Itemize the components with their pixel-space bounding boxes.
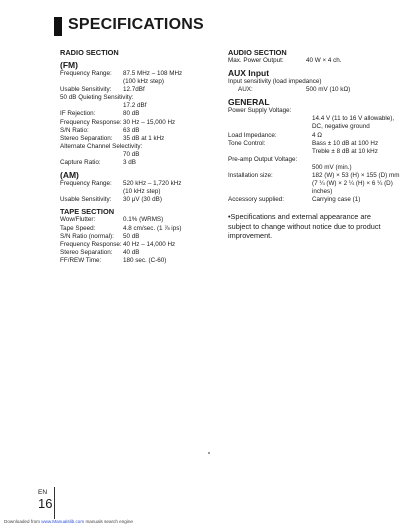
am-usable-sensitivity-row (60, 196, 210, 204)
fm-frequency-range-row (60, 70, 210, 78)
footer-suffix: manuals search engine (85, 519, 133, 524)
spec-value: Carrying case (1) (312, 196, 361, 204)
tape-frequency-response-row (60, 241, 210, 249)
spec-value: 40 W × 4 ch. (306, 57, 342, 64)
spec-value: 0.1% (WRMS) (123, 216, 164, 224)
spec-label: Pre-amp Output Voltage: (228, 155, 298, 163)
spec-value: 17.2 dBf (123, 102, 147, 110)
spec-label: Frequency Response: (60, 118, 122, 126)
download-footer (4, 519, 133, 524)
spec-label: Stereo Separation: (60, 248, 113, 256)
spec-value-continued: (7 ¼ (W) × 2 ¼ (H) × 6 ¼ (D) (312, 180, 393, 188)
spec-label: Alternate Channel Selectivity: (60, 142, 143, 150)
spec-value: 63 dB (123, 126, 140, 134)
spec-label: S/N Ratio (normal): (60, 232, 114, 240)
spec-value: 12.7dBf (123, 86, 145, 94)
spec-value: 30 Hz – 15,000 Hz (123, 118, 176, 126)
fm-if-rejection-row (60, 110, 210, 118)
am-heading: (AM) (60, 170, 79, 181)
spec-value: 4 Ω (312, 131, 322, 139)
aux-row (228, 86, 388, 94)
language-code: EN (38, 489, 48, 496)
right-column (228, 48, 400, 241)
spec-value: 500 mV (min.) (312, 163, 352, 171)
fm-frequency-response-row (60, 119, 210, 127)
spec-value-continued: (100 kHz step) (123, 78, 164, 86)
title-block-marker (54, 17, 62, 36)
tape-speed-row (60, 225, 210, 233)
aux-input-heading: AUX Input (228, 68, 270, 79)
spec-label: Frequency Response: (60, 240, 122, 248)
notice-line: •Specifications and external appearance are (228, 212, 371, 222)
spec-value: 30 μV (30 dB) (123, 196, 162, 204)
spec-value: 87.5 MHz – 108 MHz (123, 70, 183, 77)
installation-size-row (228, 172, 400, 180)
spec-value: 4.8 cm/sec. (1 ⅞ ips) (123, 224, 182, 232)
spec-value: 14.4 V (11 to 16 V allowable), (312, 115, 395, 123)
spec-value: 50 dB (123, 232, 140, 240)
spec-label: Tape Speed: (60, 224, 96, 232)
spec-label: AUX: (238, 86, 253, 94)
spec-label: Usable Sensitivity: (60, 86, 112, 94)
spec-value: 180 sec. (C-60) (123, 256, 167, 264)
change-notice (228, 212, 388, 240)
accessory-row (228, 196, 388, 204)
footer-link[interactable]: www.Manualslib.com (41, 519, 85, 524)
spec-label: IF Rejection: (60, 110, 96, 118)
general-heading: GENERAL (228, 97, 270, 108)
fm-stereo-separation-row (60, 135, 210, 143)
page-number-divider (54, 487, 55, 519)
fm-heading: (FM) (60, 60, 78, 70)
left-column (60, 48, 210, 265)
spec-value: 80 dB (123, 110, 140, 118)
am-frequency-range-row (60, 180, 210, 188)
max-power-row (228, 57, 388, 65)
footer-prefix: Downloaded from (4, 519, 41, 524)
spec-value: 3 dB (123, 159, 136, 167)
fm-usable-sensitivity-row (60, 86, 210, 94)
spec-value: 500 mV (10 kΩ) (306, 86, 351, 94)
spec-label: Accessory supplied: (228, 196, 284, 204)
spec-label: Load Impedance: (228, 131, 277, 139)
spec-label: Max. Power Output: (228, 57, 284, 64)
page-number: 16 (38, 496, 53, 511)
notice-line: subject to change without notice due to product (228, 221, 381, 231)
spec-value-continued: DC, negative ground (312, 123, 370, 131)
tape-stereo-separation-row (60, 249, 210, 257)
spec-label: Input sensitivity (load impedance) (228, 78, 322, 86)
spec-value: 40 dB (123, 248, 140, 256)
spec-value: 70 dB (123, 150, 140, 158)
spec-label: S/N Ratio: (60, 126, 89, 134)
load-impedance-row (228, 132, 388, 140)
spec-value: 182 (W) × 53 (H) × 155 (D) mm (312, 172, 400, 180)
spec-label: 50 dB Quieting Sensitivity: (60, 94, 134, 102)
radio-section-heading: RADIO SECTION (60, 48, 119, 57)
tape-wow-row (60, 216, 210, 224)
tape-ff-rew-row (60, 257, 210, 265)
spec-label: Installation size: (228, 172, 273, 180)
spec-label: Frequency Range: (60, 70, 112, 77)
fm-capture-ratio-row (60, 159, 210, 167)
spec-value: 40 Hz – 14,000 Hz (123, 240, 176, 248)
spec-value-continued: Treble ± 8 dB at 10 kHz (312, 147, 378, 155)
notice-line: improvement. (228, 231, 273, 241)
tape-sn-row (60, 233, 210, 241)
spec-value-continued: inches) (312, 188, 333, 196)
spec-label: Tone Control: (228, 139, 266, 147)
tone-control-row (228, 140, 388, 148)
audio-section-heading: AUDIO SECTION (228, 48, 287, 57)
spec-label: FF/REW Time: (60, 256, 102, 264)
spec-label: Frequency Range: (60, 180, 112, 188)
spec-value-continued: (10 kHz step) (123, 188, 161, 196)
page-title: SPECIFICATIONS (68, 16, 204, 33)
spec-value: 35 dB at 1 kHz (123, 134, 165, 142)
spec-label: Power Supply Voltage: (228, 107, 292, 115)
speck-mark (208, 452, 210, 454)
spec-value: Bass ± 10 dB at 100 Hz (312, 139, 379, 147)
spec-value: 520 kHz – 1,720 kHz (123, 180, 182, 188)
spec-label: Usable Sensitivity: (60, 196, 112, 204)
fm-sn-ratio-row (60, 127, 210, 135)
spec-label: Wow/Flutter: (60, 216, 96, 224)
spec-label: Stereo Separation: (60, 134, 113, 142)
tape-section-heading: TAPE SECTION (60, 207, 115, 217)
spec-label: Capture Ratio: (60, 159, 101, 167)
